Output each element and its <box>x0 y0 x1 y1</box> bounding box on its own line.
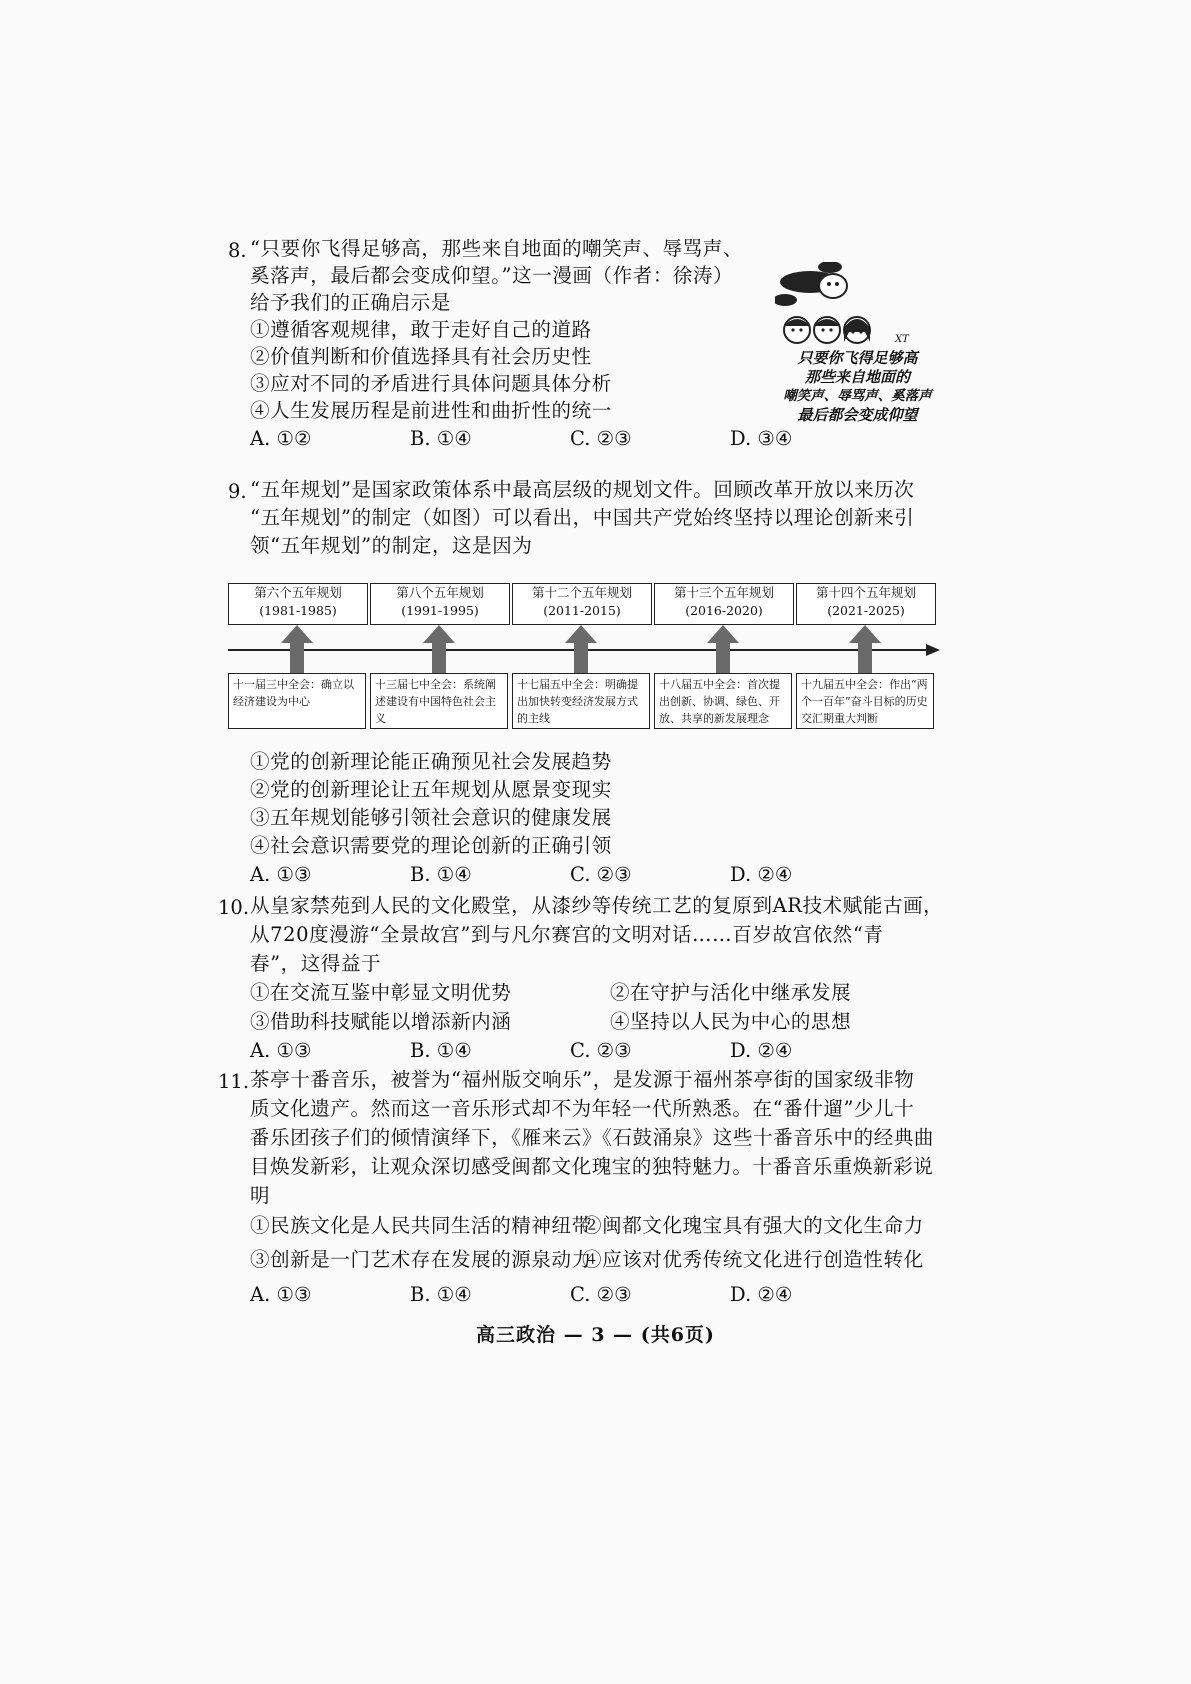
q8-option-d[interactable]: D. ③④ <box>730 427 793 450</box>
plan-name: 第十二个五年规划 <box>531 585 632 600</box>
q9-item-2: ②党的创新理论让五年规划从愿景变现实 <box>250 778 612 801</box>
plan-years: (2011-2015) <box>543 603 621 618</box>
up-arrow-shaft <box>716 641 730 675</box>
q9-option-c[interactable]: C. ②③ <box>570 863 632 886</box>
plan-name: 第十四个五年规划 <box>815 585 916 600</box>
q8-item-4: ④人生发展历程是前进性和曲折性的统一 <box>250 399 612 422</box>
q10-stem-line-3: 春”，这得益于 <box>250 952 382 975</box>
q11-item-1: ①民族文化是人民共同生活的精神纽带 <box>250 1214 592 1237</box>
q11-stem-line-1: 茶亭十番音乐，被誉为“福州版交响乐”，是发源于福州茶亭街的国家级非物 <box>250 1068 915 1091</box>
timeline-axis-arrowhead <box>926 644 940 656</box>
q8-stem-line-3: 给予我们的正确启示是 <box>250 291 452 314</box>
q9-stem-line-1: “五年规划”是国家政策体系中最高层级的规划文件。回顾改革开放以来历次 <box>250 478 915 501</box>
q9-item-1: ①党的创新理论能正确预见社会发展趋势 <box>250 750 612 773</box>
q10-stem-line-1: 从皇家禁苑到人民的文化殿堂，从漆纱等传统工艺的复原到AR技术赋能古画， <box>250 894 944 917</box>
up-arrow-shaft <box>574 641 588 675</box>
plan-name: 第六个五年规划 <box>254 585 342 600</box>
event-box-14th: 十九届五中全会：作出“两个一百年”奋斗目标的历史交汇期重大判断 <box>796 673 934 729</box>
plan-box-8th <box>370 583 510 625</box>
q11-item-3: ③创新是一门艺术存在发展的源泉动力 <box>250 1248 592 1271</box>
q9-option-d[interactable]: D. ②④ <box>730 863 793 886</box>
q11-option-c[interactable]: C. ②③ <box>570 1283 632 1306</box>
up-arrow-shaft <box>858 641 872 675</box>
page-footer: 高三政治 — 3 — (共6页) <box>476 1324 715 1346</box>
cartoon-caption-2: 那些来自地面的 <box>804 368 910 386</box>
plan-years: (1981-1985) <box>259 603 337 618</box>
q10-stem-line-2: 从720度漫游“全景故宫”到与凡尔赛宫的文明对话……百岁故宫依然“青 <box>250 923 884 946</box>
cartoon-caption-3: 嘲笑声、辱骂声、奚落声 <box>783 388 932 404</box>
plan-years: (2021-2025) <box>827 603 905 618</box>
q11-stem-line-3: 番乐团孩子们的倾情演绎下，《雁来云》《石鼓涌泉》这些十番音乐中的经典曲 <box>250 1126 935 1149</box>
event-box-6th: 十一届三中全会：确立以经济建设为中心 <box>228 673 366 729</box>
q11-option-a[interactable]: A. ①③ <box>250 1283 312 1306</box>
q11-stem-line-2: 质文化遗产。然而这一音乐形式却不为年轻一代所熟悉。在“番什遛”少儿十 <box>250 1097 915 1120</box>
cartoon-illustration <box>775 262 940 462</box>
plan-years: (2016-2020) <box>685 603 763 618</box>
q8-number: 8. <box>228 239 247 262</box>
q10-item-3: ③借助科技赋能以增添新内涵 <box>250 1010 512 1033</box>
event-box-8th: 十三届七中全会：系统阐述建设有中国特色社会主义 <box>370 673 508 729</box>
event-box-13th: 十八届五中全会：首次提出创新、协调、绿色、开放、共享的新发展理念 <box>654 673 792 729</box>
plan-box-6th <box>228 583 368 625</box>
plan-box-14th <box>796 583 936 625</box>
q9-number: 9. <box>228 480 247 503</box>
q10-option-a[interactable]: A. ①③ <box>250 1039 312 1062</box>
q8-option-a[interactable]: A. ①② <box>250 427 312 450</box>
up-arrow-shaft <box>290 641 304 675</box>
q11-stem-line-5: 明 <box>250 1184 271 1207</box>
q9-item-3: ③五年规划能够引领社会意识的健康发展 <box>250 806 612 829</box>
q9-option-b[interactable]: B. ①④ <box>410 863 472 886</box>
q11-option-b[interactable]: B. ①④ <box>410 1283 472 1306</box>
q9-stem-line-2: “五年规划”的制定（如图）可以看出，中国共产党始终坚持以理论创新来引 <box>250 506 915 529</box>
cartoon-caption-4: 最后都会变成仰望 <box>797 406 918 424</box>
plan-box-12th <box>512 583 652 625</box>
q9-option-a[interactable]: A. ①③ <box>250 863 312 886</box>
q9-stem-line-3: 领“五年规划”的制定，这是因为 <box>250 534 533 557</box>
q10-item-4: ④坚持以人民为中心的思想 <box>610 1010 852 1033</box>
q8-item-3: ③应对不同的矛盾进行具体问题具体分析 <box>250 372 612 395</box>
q8-option-c[interactable]: C. ②③ <box>570 427 632 450</box>
plan-name: 第十三个五年规划 <box>673 585 774 600</box>
q10-option-c[interactable]: C. ②③ <box>570 1039 632 1062</box>
five-year-plan-timeline <box>228 583 948 738</box>
event-box-12th: 十七届五中全会：明确提出加快转变经济发展方式的主线 <box>512 673 650 729</box>
q11-number: 11. <box>218 1070 250 1093</box>
up-arrow-shaft <box>432 641 446 675</box>
plan-name: 第八个五年规划 <box>396 585 484 600</box>
plan-years: (1991-1995) <box>401 603 479 618</box>
q8-item-2: ②价值判断和价值选择具有社会历史性 <box>250 345 592 368</box>
q11-item-2: ②闽都文化瑰宝具有强大的文化生命力 <box>582 1214 924 1237</box>
q11-stem-line-4: 目焕发新彩，让观众深切感受闽都文化瑰宝的独特魅力。十番音乐重焕新彩说 <box>250 1155 934 1178</box>
q10-option-b[interactable]: B. ①④ <box>410 1039 472 1062</box>
q11-option-d[interactable]: D. ②④ <box>730 1283 793 1306</box>
plan-box-13th <box>654 583 794 625</box>
q9-item-4: ④社会意识需要党的理论创新的正确引领 <box>250 834 612 857</box>
q8-stem-line-1: “只要你飞得足够高，那些来自地面的嘲笑声、辱骂声、 <box>250 237 743 260</box>
q8-stem-line-2: 奚落声，最后都会变成仰望。”这一漫画（作者：徐涛） <box>250 264 734 287</box>
q8-option-b[interactable]: B. ①④ <box>410 427 472 450</box>
q10-item-2: ②在守护与活化中继承发展 <box>610 981 852 1004</box>
cartoon-signature: XT <box>895 334 909 345</box>
q8-item-1: ①遵循客观规律，敢于走好自己的道路 <box>250 318 592 341</box>
q10-item-1: ①在交流互鉴中彰显文明优势 <box>250 981 512 1004</box>
q11-item-4: ④应该对优秀传统文化进行创造性转化 <box>582 1248 924 1271</box>
q10-option-d[interactable]: D. ②④ <box>730 1039 793 1062</box>
q10-number: 10. <box>218 896 250 919</box>
cartoon-caption-1: 只要你飞得足够高 <box>797 349 918 367</box>
cartoon-drawing <box>775 262 940 362</box>
